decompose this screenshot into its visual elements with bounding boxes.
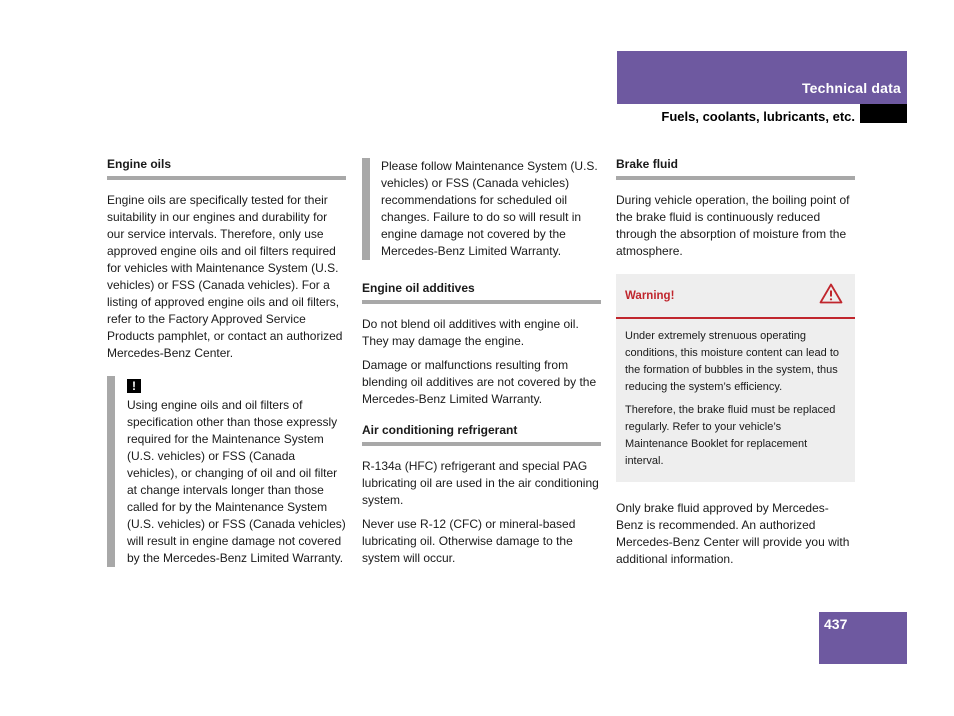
notice-box-oil-change xyxy=(362,158,601,260)
heading-air-conditioning-refrigerant: Air conditioning refrigerant xyxy=(362,422,601,446)
warning-box xyxy=(616,274,855,482)
notice-box-engine-oils xyxy=(107,376,346,567)
section-title: Technical data xyxy=(801,80,901,96)
heading-engine-oil-additives: Engine oil additives xyxy=(362,280,601,304)
heading-brake-fluid: Brake fluid xyxy=(616,156,855,180)
refrigerant-paragraph-2: Never use R-12 (CFC) or mineral-based lubricating oil. Otherwise damage to the system will occur. xyxy=(362,517,576,565)
heading-engine-oils: Engine oils xyxy=(107,156,346,180)
warning-triangle-icon xyxy=(819,283,843,309)
warning-label: Warning! xyxy=(625,289,675,302)
warning-body xyxy=(616,319,855,482)
header-band xyxy=(617,51,907,104)
engine-oils-paragraph: Engine oils are specifically tested for their suitability in our engines and durability for our service intervals. Therefore, only use approved engine oils and oil filters required for vehicles with Maintenance System (U.S. vehicles) or FSS (Canada vehicles). For a listing of approved engine oils and oil filters, refer to the Factory Approved Service Products pamphlet, or contact an authorized Mercedes-Benz Center. xyxy=(107,193,343,360)
column-additives xyxy=(362,158,601,574)
notice-exclamation-icon: ! xyxy=(127,379,141,393)
refrigerant-paragraph-1: R-134a (HFC) refrigerant and special PAG lubricating oil are used in the air conditioning system. xyxy=(362,459,599,507)
warning-header xyxy=(616,274,855,319)
page-number: 437 xyxy=(824,616,848,632)
header-tab-marker xyxy=(860,104,907,123)
additives-paragraph-1: Do not blend oil additives with engine oil. They may damage the engine. xyxy=(362,317,579,348)
brake-fluid-paragraph-2: Only brake fluid approved by Mercedes-Benz is recommended. An authorized Mercedes-Benz Center will provide you with additional information. xyxy=(616,501,850,566)
warning-paragraph-2: Therefore, the brake fluid must be replaced regularly. Refer to your vehicle’s Maintenance Booklet for replacement interval. xyxy=(625,404,836,467)
column-brake-fluid xyxy=(616,156,855,575)
warning-paragraph-1: Under extremely strenuous operating conditions, this moisture content can lead to the formation of bubbles in the system, thus reducing the system’s efficiency. xyxy=(625,330,840,393)
column-engine-oils xyxy=(107,156,346,567)
notice-text-oil-change: Please follow Maintenance System (U.S. vehicles) or FSS (Canada vehicles) recommendations for scheduled oil changes. Failure to do so will result in engine damage not covered by the Mercedes-Benz Limited Warranty. xyxy=(381,159,598,258)
additives-paragraph-2: Damage or malfunctions resulting from blending oil additives are not covered by the Mercedes-Benz Limited Warranty. xyxy=(362,358,597,406)
brake-fluid-paragraph-1: During vehicle operation, the boiling point of the brake fluid is continuously reduced through the absorption of moisture from the atmosphere. xyxy=(616,193,850,258)
notice-text-engine-oils: Using engine oils and oil filters of specification other than those expressly required for the Maintenance System (U.S. vehicles) or FSS (Canada vehicles), or changing of oil and oil filter at change intervals longer than those called for by the Maintenance System (U.S. vehicles) or FSS (Canada vehicles) will result in engine damage not covered by the Mercedes-Benz Limited Warranty. xyxy=(127,398,346,565)
section-subtitle: Fuels, coolants, lubricants, etc. xyxy=(661,109,855,124)
